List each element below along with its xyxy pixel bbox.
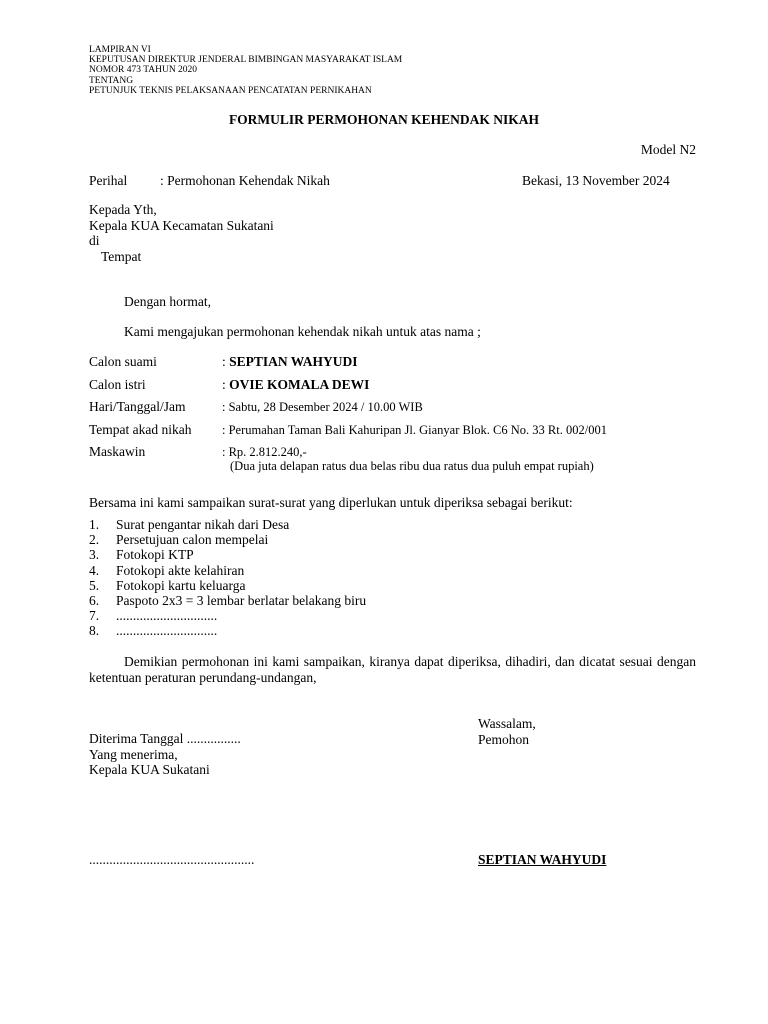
list-item: 3. Fotokopi KTP [89, 547, 194, 563]
colon: : [222, 354, 230, 369]
maskawin-value: : Rp. 2.812.240,- [222, 445, 307, 459]
closing-paragraph [89, 654, 696, 686]
recipient-line: Kepada Yth, [89, 202, 157, 217]
document-header [89, 45, 402, 96]
closing-text: Demikian permohonan ini kami sampaikan, kiranya dapat diperiksa, dihadiri, dan dicatat sesuai dengan ketentuan peraturan perundang-undangan, [89, 654, 696, 685]
list-item: 8. .............................. [89, 623, 218, 639]
tempat-label: Tempat akad nikah [89, 422, 192, 437]
list-item: 7. .............................. [89, 608, 218, 624]
suami-name: SEPTIAN WAHYUDI [229, 354, 358, 369]
model-code: Model N2 [640, 142, 696, 157]
header-line: TENTANG [89, 75, 134, 86]
documents-intro: Bersama ini kami sampaikan surat-surat yang diperlukan untuk diperiksa sebagai berikut: [89, 495, 573, 510]
hari-value: : Sabtu, 28 Desember 2024 / 10.00 WIB [222, 400, 423, 414]
applicant-block [478, 716, 536, 747]
list-item: 5. Fotokopi kartu keluarga [89, 577, 246, 593]
applicant-signature-name: SEPTIAN WAHYUDI [478, 852, 607, 867]
header-line: KEPUTUSAN DIREKTUR JENDERAL BIMBINGAN MASYARAKAT ISLAM [89, 55, 403, 66]
recipient-line: di [89, 233, 100, 248]
tempat-value: : Perumahan Taman Bali Kahuripan Jl. Gianyar Blok. C6 No. 33 Rt. 002/001 [222, 423, 607, 437]
suami-label: Calon suami [89, 354, 157, 369]
receiver-block [89, 731, 241, 778]
header-line: LAMPIRAN VI [89, 45, 151, 55]
receiver-title: Kepala KUA Sukatani [89, 762, 210, 777]
perihal-label: Perihal [89, 173, 128, 188]
salutation: Wassalam, [478, 716, 536, 731]
list-item: 2. Persetujuan calon mempelai [89, 532, 269, 548]
list-item: 6. Paspoto 2x3 = 3 lembar berlatar belakang biru [89, 593, 367, 609]
list-item: 1. Surat pengantar nikah dari Desa [89, 517, 290, 532]
header-line: PETUNJUK TEKNIS PELAKSANAAN PENCATATAN PERNIKAHAN [89, 85, 372, 96]
recipient-line: Kepala KUA Kecamatan Sukatani [89, 217, 274, 233]
list-item: 4. Fotokopi akte kelahiran [89, 562, 245, 578]
documents-list [89, 517, 366, 639]
header-line: NOMOR 473 TAHUN 2020 [89, 65, 198, 76]
applicant-role: Pemohon [478, 731, 530, 747]
recipient-block [89, 202, 274, 264]
colon: : [222, 377, 230, 392]
receiver-role: Yang menerima, [89, 746, 178, 762]
istri-value [222, 377, 369, 393]
suami-value [222, 354, 358, 370]
form-title: FORMULIR PERMOHONAN KEHENDAK NIKAH [228, 112, 540, 127]
intro-text: Kami mengajukan permohonan kehendak nikah untuk atas nama ; [124, 324, 481, 339]
maskawin-words: (Dua juta delapan ratus dua belas ribu dua ratus dua puluh empat rupiah) [230, 459, 594, 473]
received-date: Diterima Tanggal ................ [89, 731, 241, 746]
istri-label: Calon istri [89, 377, 146, 392]
hari-label: Hari/Tanggal/Jam [89, 399, 186, 414]
istri-name: OVIE KOMALA DEWI [229, 377, 370, 392]
recipient-line: Tempat [101, 248, 142, 264]
greeting: Dengan hormat, [124, 294, 211, 309]
perihal-value: : Permohonan Kehendak Nikah [160, 173, 330, 188]
maskawin-label: Maskawin [89, 444, 146, 459]
place-date: Bekasi, 13 November 2024 [522, 173, 670, 188]
receiver-signature-line: ................................................. [89, 852, 255, 867]
